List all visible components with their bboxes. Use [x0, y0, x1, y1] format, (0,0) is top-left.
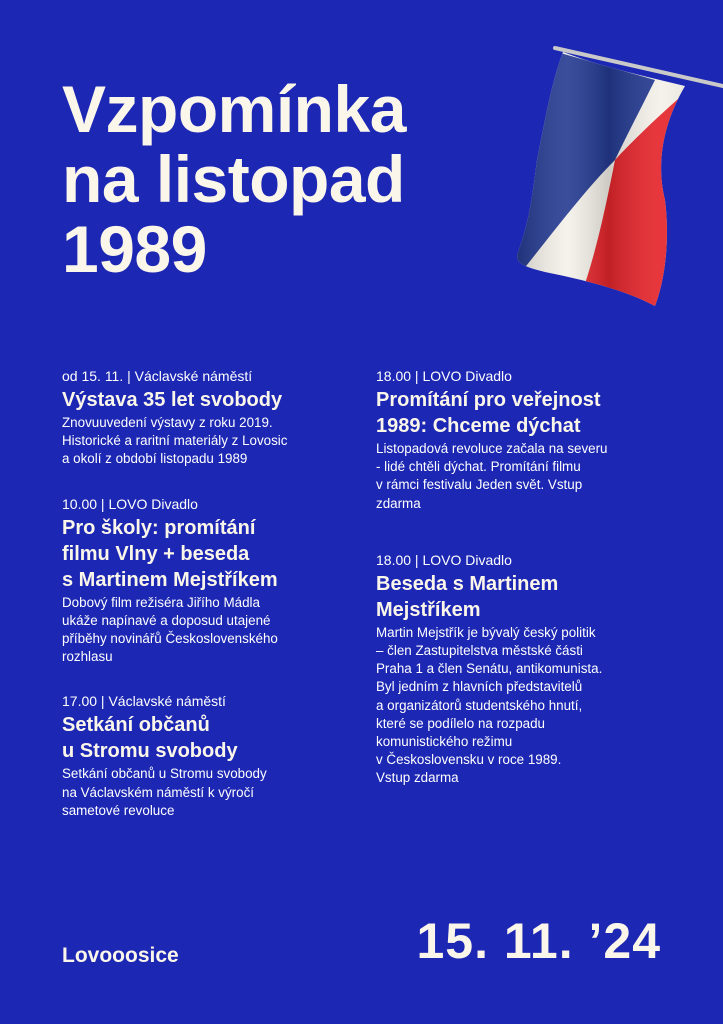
event-discussion [376, 551, 676, 788]
event-citizens-meeting [62, 692, 352, 820]
page-title [62, 74, 522, 284]
event-description: Dobový film režiséra Jiřího Mádla ukáže napínavé a doposud utajené příběhy novinářů Československého rozhlasu [62, 594, 278, 665]
event-description: Znovuuvedení výstavy z roku 2019. Historické a raritní materiály z Lovosic a okolí z období listopadu 1989 [62, 415, 288, 467]
event-public-screening [376, 367, 676, 513]
event-title: Setkání občanů u Stromu svobody [62, 714, 238, 763]
event-schools-screening [62, 495, 352, 667]
event-meta: 17.00 | Václavské náměstí [62, 693, 226, 710]
event-date: 15. 11. ’24 [416, 913, 661, 969]
event-title: Beseda s Martinem Mejstříkem [376, 572, 559, 621]
czech-flag-icon [515, 40, 723, 312]
title-line-1: Vzpomínka [62, 72, 406, 146]
event-title: Výstava 35 let svobody [62, 389, 283, 411]
events-right-column [376, 367, 676, 814]
event-meta: 18.00 | LOVO Divadlo [376, 551, 512, 568]
events-left-column [62, 367, 352, 846]
event-description: Setkání občanů u Stromu svobody na Václavském náměstí k výročí sametové revoluce [62, 766, 267, 818]
event-exhibition [62, 367, 352, 469]
event-meta: 10.00 | LOVO Divadlo [62, 495, 198, 512]
event-title: Promítání pro veřejnost 1989: Chceme dýchat [376, 389, 601, 437]
event-title: Pro školy: promítání filmu Vlny + beseda s Martinem Mejstříkem [62, 516, 278, 591]
event-description: Martin Mejstřík je bývalý český politik – člen Zastupitelstva městské části Praha 1 a člen Senátu, antikomunista. Byl jedním z hlavních představitelů a organizátorů studentského hnutí, které se podílelo na rozpadu komunistického režimu v Československu v roce 1989. Vstup zdarma [376, 624, 603, 786]
brand-logo: Lovooosice [62, 944, 179, 967]
title-line-2: na listopad [62, 142, 405, 216]
title-line-3: 1989 [62, 212, 207, 286]
event-meta: od 15. 11. | Václavské náměstí [62, 368, 253, 384]
event-meta: 18.00 | LOVO Divadlo [376, 368, 512, 384]
event-description: Listopadová revoluce začala na severu - lidé chtěli dýchat. Promítání filmu v rámci festivalu Jeden svět. Vstup zdarma [376, 441, 608, 511]
